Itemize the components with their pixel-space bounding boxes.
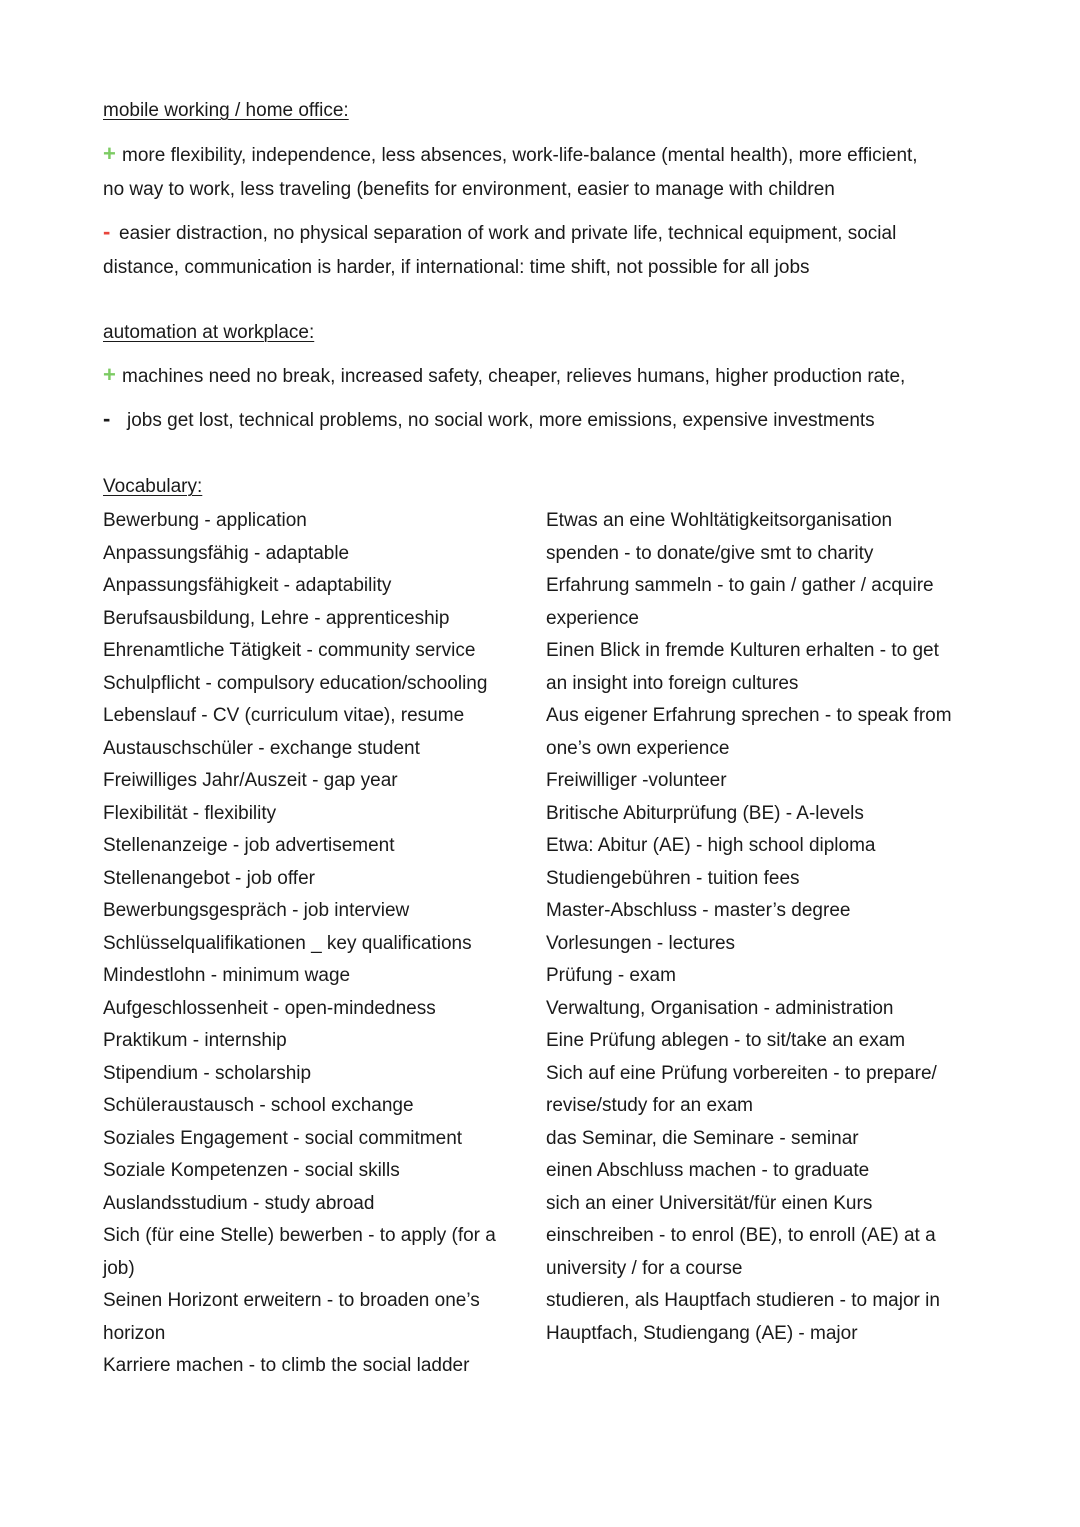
- con-text-automation: jobs get lost, technical problems, no social work, more emissions, expensive investments: [127, 410, 875, 431]
- vocabulary-entry: Verwaltung, Organisation - administration: [546, 997, 894, 1019]
- vocabulary-entry: das Seminar, die Seminare - seminar: [546, 1127, 859, 1149]
- vocabulary-entry: Sich auf eine Prüfung vorbereiten - to prepare/: [546, 1062, 937, 1084]
- vocabulary-entry: Mindestlohn - minimum wage: [103, 965, 351, 986]
- vocabulary-entry: spenden - to donate/give smt to charity: [546, 542, 874, 564]
- vocabulary-entry: Anpassungsfähig - adaptable: [103, 542, 350, 564]
- vocabulary-entry: Praktikum - internship: [103, 1030, 287, 1051]
- vocabulary-entry: Ehrenamtliche Tätigkeit - community service: [103, 640, 476, 661]
- vocabulary-entry: studieren, als Hauptfach studieren - to major in: [546, 1290, 940, 1311]
- vocabulary-entry: Etwa: Abitur (AE) - high school diploma: [546, 835, 876, 856]
- vocabulary-entry: Prüfung - exam: [546, 965, 676, 986]
- vocabulary-entry: Karriere machen - to climb the social ladder: [103, 1355, 470, 1376]
- vocabulary-entry: einschreiben - to enrol (BE), to enroll (AE) at a: [546, 1225, 936, 1246]
- vocabulary-entry: Freiwilliger -volunteer: [546, 770, 727, 791]
- pro-text-automation: machines need no break, increased safety, cheaper, relieves humans, higher production rate,: [122, 366, 906, 387]
- minus-icon: -: [103, 406, 111, 431]
- vocabulary-entry: Stellenanzeige - job advertisement: [103, 835, 395, 856]
- vocabulary-entry: Soziales Engagement - social commitment: [103, 1127, 463, 1149]
- section-heading-automation: automation at workplace:: [103, 322, 315, 343]
- vocabulary-entry: Soziale Kompetenzen - social skills: [103, 1160, 400, 1181]
- con-text-mobile-2: distance, communication is harder, if international: time shift, not possible for all jobs: [103, 257, 810, 278]
- vocabulary-entry: revise/study for an exam: [546, 1095, 753, 1116]
- vocabulary-entry: experience: [546, 607, 639, 629]
- vocabulary-entry: Vorlesungen - lectures: [546, 932, 736, 954]
- vocabulary-entry: Auslandsstudium - study abroad: [103, 1192, 375, 1214]
- vocabulary-entry: Austauschschüler - exchange student: [103, 737, 420, 759]
- vocabulary-entry: university / for a course: [546, 1257, 743, 1279]
- minus-icon: -: [103, 219, 111, 244]
- vocabulary-entry: Bewerbungsgespräch - job interview: [103, 900, 410, 921]
- vocabulary-entry: Anpassungsfähigkeit - adaptability: [103, 575, 392, 596]
- vocabulary-column-left: [103, 508, 533, 1386]
- vocabulary-entry: Etwas an eine Wohltätigkeitsorganisation: [546, 510, 893, 531]
- vocabulary-entry: einen Abschluss machen - to graduate: [546, 1160, 870, 1181]
- vocabulary-entry: job): [103, 1257, 135, 1279]
- pro-line-automation: [103, 362, 905, 388]
- con-line-automation: [103, 406, 875, 432]
- vocabulary-entry: Stipendium - scholarship: [103, 1062, 312, 1084]
- vocabulary-entry: Bewerbung - application: [103, 510, 307, 531]
- section-heading-mobile-working: mobile working / home office:: [103, 100, 349, 121]
- pro-text-mobile-1: more flexibility, independence, less absences, work-life-balance (mental health), more efficient,: [122, 145, 918, 166]
- vocabulary-entry: Schlüsselqualifikationen _ key qualifications: [103, 932, 472, 954]
- pro-line-mobile: [103, 141, 918, 167]
- vocabulary-entry: Einen Blick in fremde Kulturen erhalten - to get: [546, 640, 939, 661]
- vocabulary-column-right: [546, 508, 986, 1353]
- section-heading-vocabulary: Vocabulary:: [103, 476, 203, 497]
- vocabulary-entry: Aufgeschlossenheit - open-mindedness: [103, 997, 436, 1019]
- vocabulary-entry: Berufsausbildung, Lehre - apprenticeship: [103, 607, 450, 629]
- vocabulary-entry: Lebenslauf - CV (curriculum vitae), resume: [103, 705, 465, 726]
- vocabulary-entry: Flexibilität - flexibility: [103, 802, 277, 824]
- vocabulary-entry: Schulpflicht - compulsory education/schooling: [103, 672, 488, 694]
- vocabulary-entry: an insight into foreign cultures: [546, 672, 799, 694]
- vocabulary-entry: Stellenangebot - job offer: [103, 867, 315, 889]
- vocabulary-entry: Sich (für eine Stelle) bewerben - to apply (for a: [103, 1225, 496, 1246]
- vocabulary-entry: Seinen Horizont erweitern - to broaden one’s: [103, 1290, 480, 1311]
- con-line-mobile: [103, 219, 896, 245]
- pro-text-mobile-2: no way to work, less traveling (benefits for environment, easier to manage with children: [103, 179, 835, 200]
- plus-icon: +: [103, 362, 116, 387]
- vocabulary-entry: Eine Prüfung ablegen - to sit/take an exam: [546, 1030, 906, 1051]
- con-text-mobile-1: easier distraction, no physical separation of work and private life, technical equipment, social: [119, 223, 897, 244]
- vocabulary-entry: Studiengebühren - tuition fees: [546, 867, 800, 889]
- vocabulary-entry: Erfahrung sammeln - to gain / gather / acquire: [546, 575, 934, 596]
- vocabulary-entry: Aus eigener Erfahrung sprechen - to speak from: [546, 705, 952, 726]
- vocabulary-entry: Schüleraustausch - school exchange: [103, 1095, 414, 1116]
- vocabulary-entry: horizon: [103, 1322, 166, 1344]
- vocabulary-entry: one’s own experience: [546, 737, 730, 759]
- vocabulary-entry: Hauptfach, Studiengang (AE) - major: [546, 1322, 858, 1344]
- plus-icon: +: [103, 141, 116, 166]
- vocabulary-entry: sich an einer Universität/für einen Kurs: [546, 1192, 873, 1214]
- vocabulary-entry: Freiwilliges Jahr/Auszeit - gap year: [103, 770, 398, 791]
- vocabulary-entry: Britische Abiturprüfung (BE) - A-levels: [546, 802, 864, 824]
- vocabulary-entry: Master-Abschluss - master’s degree: [546, 900, 851, 921]
